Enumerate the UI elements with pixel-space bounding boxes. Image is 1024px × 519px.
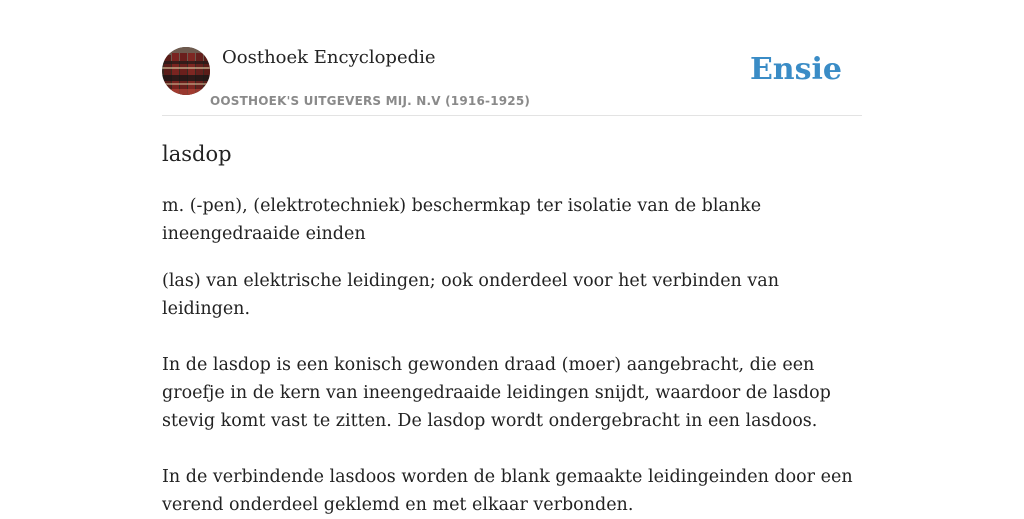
entry-paragraph: In de lasdop is een konisch gewonden draad (moer) aangebracht, die een groefje in de kern van ineengedraaide leidingen snijdt, waardoor de lasdop stevig komt vast te zitten. De lasdop wordt ondergebracht in een lasdoos.	[162, 355, 831, 431]
publisher-label: OOSTHOEK'S UITGEVERS MIJ. N.V (1916-1925)	[210, 94, 531, 108]
entry-title: lasdop	[162, 142, 232, 166]
page	[162, 0, 862, 515]
entry-paragraph: In de verbindende lasdoos worden de blank gemaakte leidingeinden door een verend onderdeel geklemd en met elkaar verbonden.	[162, 467, 853, 515]
header	[162, 0, 862, 116]
brand-logo[interactable]: Ensie	[749, 52, 842, 87]
entry-content	[162, 138, 862, 519]
site-title[interactable]: Oosthoek Encyclopedie	[222, 47, 436, 68]
encyclopedia-books-icon[interactable]	[162, 47, 210, 95]
entry-paragraph: (las) van elektrische leidingen; ook onderdeel voor het verbinden van leidingen.	[162, 271, 779, 319]
entry-paragraph: m. (-pen), (elektrotechniek) beschermkap ter isolatie van de blanke ineengedraaide einden	[162, 196, 762, 244]
